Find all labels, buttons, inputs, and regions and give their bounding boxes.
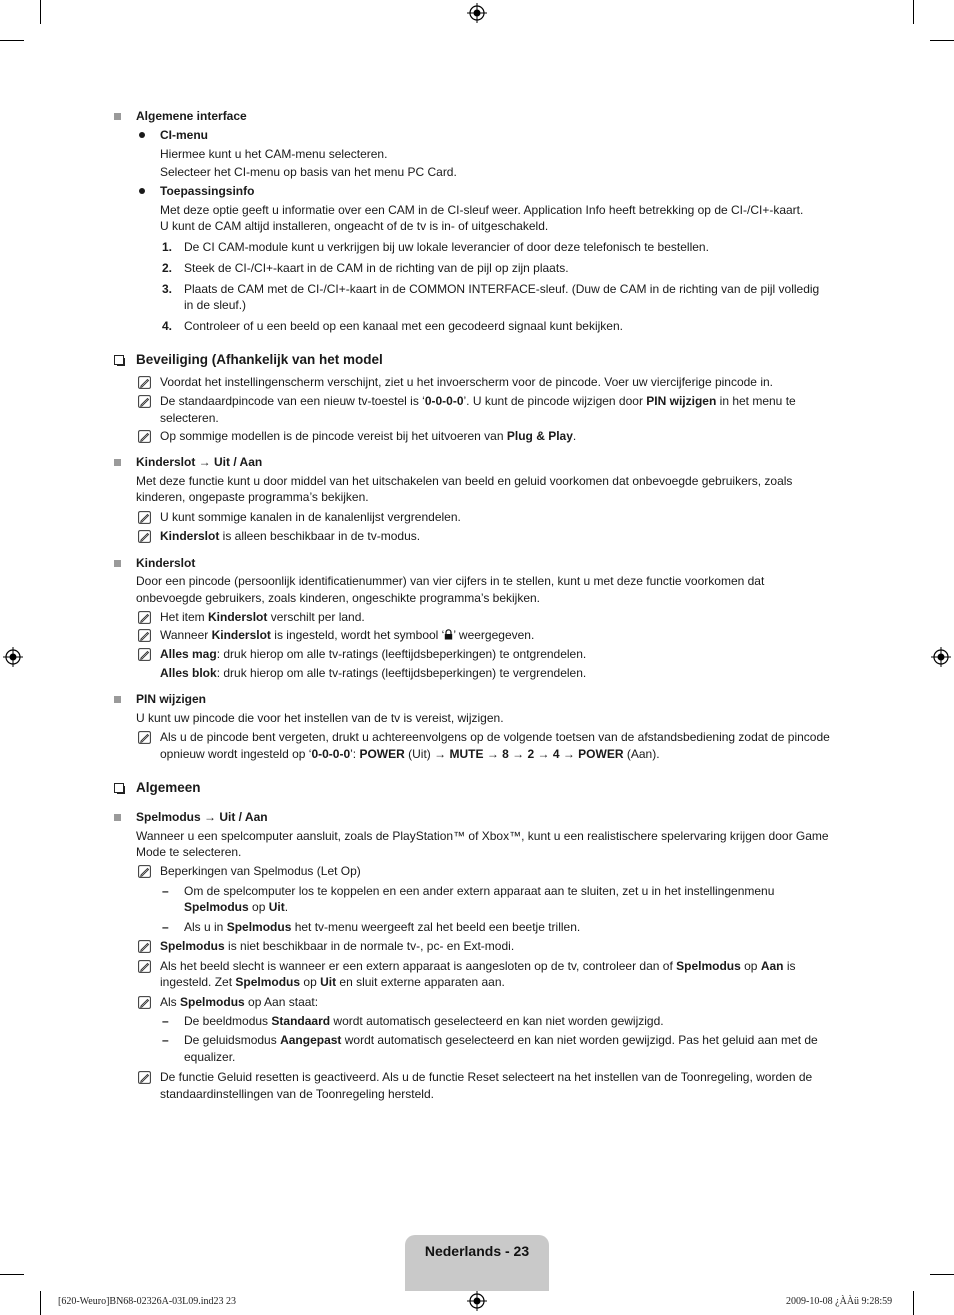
crop-mark: [40, 1291, 41, 1315]
toepassingsinfo-line2: U kunt de CAM altijd installeren, ongeacht of de tv is in- of uitgeschakeld.: [160, 219, 549, 233]
kinderslot-note2: Wanneer Kinderslot is ingesteld, wordt het symbool ‘ ’ weergegeven.: [160, 628, 535, 642]
section-title-kinderslot: Kinderslot: [136, 556, 196, 570]
square-bullet: [114, 113, 121, 120]
crop-mark: [913, 0, 914, 24]
dash-bullet: –: [162, 1033, 169, 1047]
note-icon: [138, 731, 151, 744]
spelmodus-dash4-line2: equalizer.: [184, 1050, 236, 1064]
spelmodus-dash3: De beeldmodus Standaard wordt automatisch geselecteerd en kan niet worden gewijzigd.: [184, 1014, 664, 1028]
step-text: Plaats de CAM met de CI-/CI+-kaart in de COMMON INTERFACE-sleuf. (Duw de CAM in de richting van de pijl volledig: [184, 282, 820, 296]
kinderslot-line2: onbevoegde gebruikers, zoals kinderen, ongeschikte programma’s bekijken.: [136, 591, 541, 605]
step-text: Controleer of u een beeld op een kanaal met een gecodeerd signaal kunt bekijken.: [184, 319, 623, 333]
crop-mark: [40, 0, 41, 24]
note-icon: [138, 395, 151, 408]
section-title-kinderslot-aan: Kinderslot → Uit / Aan: [136, 455, 263, 469]
kinderslot-aan-note1: U kunt sommige kanalen in de kanalenlijst vergrendelen.: [160, 510, 461, 524]
registration-mark-icon: [931, 647, 951, 667]
pin-wijzigen-note1: Als u de pincode bent vergeten, drukt u achtereenvolgens op de volgende toetsen van de afstandsbediening zodat de pincode: [160, 730, 830, 744]
beveiliging-note1: Voordat het instellingenscherm verschijnt, ziet u het invoerscherm voor de pincode. Voer uw viercijferige pincode in.: [160, 375, 773, 389]
kinderslot-note3-line2: Alles blok: druk hierop om alle tv-ratings (leeftijdsbeperkingen) te vergrendelen.: [160, 666, 587, 680]
ci-menu-line1: Hiermee kunt u het CAM-menu selecteren.: [160, 147, 388, 161]
kinderslot-note3: Alles mag: druk hierop om alle tv-ratings (leeftijdsbeperkingen) te ontgrendelen.: [160, 647, 587, 661]
print-slug-left: [620-Weuro]BN68-02326A-03L09.ind23 23: [58, 1296, 237, 1307]
kinderslot-aan-line1: Met deze functie kunt u door middel van het uitschakelen van beeld en geluid voorkomen dat onbevoegde gebruikers, zoals: [136, 474, 793, 488]
note-icon: [138, 960, 151, 973]
spelmodus-note3: Als het beeld slecht is wanneer er een extern apparaat is aangesloten op de tv, controleer dan of Spelmodus op Aan is: [160, 959, 796, 973]
crop-mark: [0, 1274, 24, 1275]
round-bullet: [139, 188, 145, 194]
kinderslot-line1: Door een pincode (persoonlijk identificatienummer) van vier cijfers in te stellen, kunt u met deze functie voorkomen dat: [136, 574, 765, 588]
registration-mark-icon: [3, 647, 23, 667]
square-bullet: [114, 560, 121, 567]
toepassingsinfo-title: Toepassingsinfo: [160, 184, 255, 198]
spelmodus-dash1-line2: Spelmodus op Uit.: [184, 900, 289, 914]
spelmodus-line1: Wanneer u een spelcomputer aansluit, zoals de PlayStation™ of Xbox™, kunt u een realistischere spelervaring krijgen door Game: [136, 829, 829, 843]
kinderslot-aan-line2: kinderen, ongepaste programma’s bekijken.: [136, 490, 369, 504]
crop-mark: [0, 40, 24, 41]
square-bullet: [114, 696, 121, 703]
step-text: De CI CAM-module kunt u verkrijgen bij uw lokale leverancier of door deze telefonisch te bestellen.: [184, 240, 709, 254]
spelmodus-note4: Als Spelmodus op Aan staat:: [160, 995, 319, 1009]
kinderslot-note1: Het item Kinderslot verschilt per land.: [160, 610, 365, 624]
note-icon: [138, 648, 151, 661]
square-bullet: [114, 814, 121, 821]
section-title-beveiliging: Beveiliging (Afhankelijk van het model: [136, 352, 383, 367]
page-number-tab: [405, 1235, 549, 1291]
ci-menu-line2: Selecteer het CI-menu op basis van het menu PC Card.: [160, 165, 457, 179]
step-text-continued: in de sleuf.): [184, 298, 247, 312]
spelmodus-note5-line2: standaardinstellingen van de Toonregeling hersteld.: [160, 1087, 434, 1101]
lock-icon: [444, 629, 453, 640]
note-icon: [138, 629, 151, 642]
registration-mark-icon: [467, 3, 487, 23]
spelmodus-dash4: De geluidsmodus Aangepast wordt automatisch geselecteerd en kan niet worden gewijzigd. Pas het geluid aan met de: [184, 1033, 818, 1047]
note-icon: [138, 940, 151, 953]
note-icon: [138, 1071, 151, 1084]
crop-mark: [913, 1291, 914, 1315]
beveiliging-note2: De standaardpincode van een nieuw tv-toestel is ‘0-0-0-0’. U kunt de pincode wijzigen door PIN wijzigen in het menu te: [160, 394, 796, 408]
pin-wijzigen-note1-line2: opnieuw wordt ingesteld op ‘0-0-0-0’: POWER (Uit) → MUTE → 8 → 2 → 4 → POWER (Aan).: [160, 747, 660, 761]
spelmodus-line2: Mode te selecteren.: [136, 845, 242, 859]
note-icon: [138, 611, 151, 624]
toepassingsinfo-line1: Met deze optie geeft u informatie over een CAM in de CI-sleuf weer. Application Info heeft betrekking op de CI-/CI+-kaart.: [160, 203, 804, 217]
crop-mark: [930, 40, 954, 41]
note-icon: [138, 530, 151, 543]
section-title-algemeen: Algemeen: [136, 780, 201, 795]
spelmodus-dash1-line1: Om de spelcomputer los te koppelen en een ander extern apparaat aan te sluiten, zet u in het instellingenmenu: [184, 884, 775, 898]
section-title-spelmodus: Spelmodus → Uit / Aan: [136, 810, 268, 824]
note-icon: [138, 376, 151, 389]
section-title-pin-wijzigen: PIN wijzigen: [136, 692, 207, 706]
step-number: 3.: [162, 282, 173, 296]
checkbox-heading-icon: [114, 783, 124, 793]
registration-mark-icon: [467, 1291, 487, 1311]
beveiliging-note2-line2: selecteren.: [160, 411, 219, 425]
spelmodus-note2: Spelmodus is niet beschikbaar in de normale tv-, pc- en Ext-modi.: [160, 939, 515, 953]
crop-mark: [930, 1274, 954, 1275]
dash-bullet: –: [162, 884, 169, 898]
step-text: Steek de CI-/CI+-kaart in de CAM in de richting van de pijl op zijn plaats.: [184, 261, 569, 275]
note-icon: [138, 430, 151, 443]
spelmodus-dash2: Als u in Spelmodus het tv-menu weergeeft zal het beeld een beetje trillen.: [184, 920, 581, 934]
note-icon: [138, 511, 151, 524]
step-number: 2.: [162, 261, 173, 275]
beveiliging-note3: Op sommige modellen is de pincode vereist bij het uitvoeren van Plug & Play.: [160, 429, 577, 443]
checkbox-heading-icon: [114, 355, 124, 365]
round-bullet: [139, 132, 145, 138]
note-icon: [138, 996, 151, 1009]
note-icon: [138, 865, 151, 878]
pin-wijzigen-line1: U kunt uw pincode die voor het instellen van de tv is vereist, wijzigen.: [136, 711, 504, 725]
dash-bullet: –: [162, 920, 169, 934]
ci-menu-title: CI-menu: [160, 128, 208, 142]
square-bullet: [114, 459, 121, 466]
step-number: 4.: [162, 319, 173, 333]
spelmodus-note3-line2: ingesteld. Zet Spelmodus op Uit en sluit externe apparaten aan.: [160, 975, 505, 989]
section-title-algemene-interface: Algemene interface: [136, 109, 247, 123]
step-number: 1.: [162, 240, 173, 254]
dash-bullet: –: [162, 1014, 169, 1028]
kinderslot-aan-note2: Kinderslot is alleen beschikbaar in de tv-modus.: [160, 529, 421, 543]
spelmodus-note5: De functie Geluid resetten is geactiveerd. Als u de functie Reset selecteert na het instellen van de Toonregeling, worden de: [160, 1070, 813, 1084]
print-slug-right: 2009-10-08 ¿ÀÀü 9:28:59: [786, 1296, 893, 1307]
page-number-label: Nederlands - 23: [424, 1243, 530, 1259]
spelmodus-note1: Beperkingen van Spelmodus (Let Op): [160, 864, 361, 878]
